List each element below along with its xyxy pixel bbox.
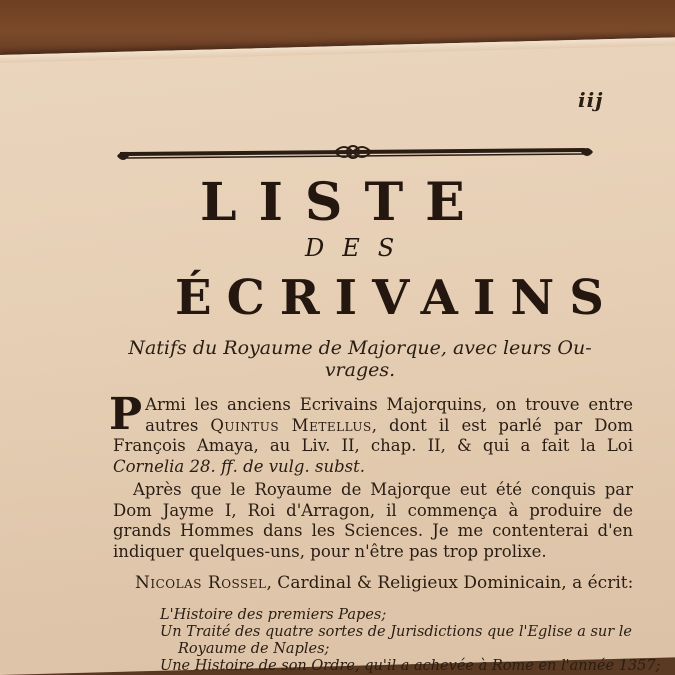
ornamental-rule-icon [115, 138, 595, 168]
paragraph-1-text-a: Armi les anciens Ecrivains Majorquins, on trouve entre autres [145, 395, 633, 435]
title-line-liste: LISTE [200, 172, 487, 233]
author-description: , Cardinal & Religieux Dominicain, a écrit: [266, 573, 634, 593]
drop-cap: P [109, 389, 143, 440]
body-text [109, 389, 633, 562]
work-item: Un Traité des quatre sortes de Jurisdictions que l'Eglise a sur le [160, 624, 633, 640]
subtitle-line-2: vrages. [324, 359, 396, 381]
paragraph-1 [109, 389, 633, 477]
author-name-metellus: Quintus Metellus [210, 415, 372, 435]
subtitle [115, 337, 605, 381]
paragraph-2: Après que le Royaume de Majorque eut été conquis par Dom Jayme I, Roi d'Arragon, il commença à produire de grands Hommes dans les Sciences. Je me contenterai d'en indiquer quelques-uns, pour n'être pas trop prolixe. [113, 480, 633, 561]
title-line-ecrivains: ÉCRIVAINS [175, 270, 619, 326]
legal-citation: Cornelia 28. ff. de vulg. subst. [113, 456, 365, 476]
page-number: iij [578, 88, 604, 112]
work-item: Royaume de Naples; [178, 641, 330, 657]
author-entry [135, 573, 633, 593]
title-line-des: DES [305, 234, 413, 262]
work-item: L'Histoire des premiers Papes; [160, 607, 387, 623]
author-name-rossel: Nicolas Rossel [135, 573, 267, 593]
subtitle-line-1: Natifs du Royaume de Majorque, avec leurs Ou- [128, 337, 592, 359]
work-item: Une Histoire de son Ordre, qu'il a achevée à Rome en l'année 1357; [160, 658, 661, 674]
paragraph-1-text-b: , dont il est parlé par Dom François Amaya, au Liv. II, chap. II, & qui a fait la Loi [113, 415, 633, 455]
works-list [160, 607, 661, 675]
